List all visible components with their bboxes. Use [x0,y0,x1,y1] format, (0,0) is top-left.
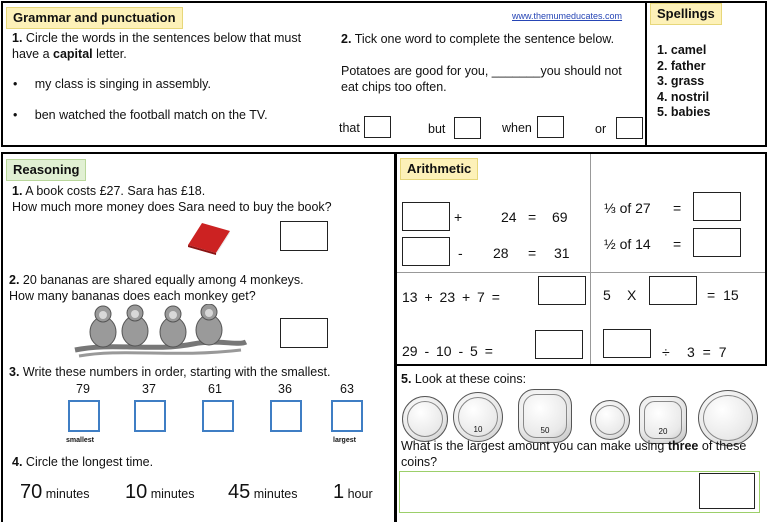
eq6-answer-box[interactable] [649,276,697,305]
coins-question-title [401,372,526,386]
eq2-op: - [458,245,463,261]
bullet-2[interactable]: • ben watched the football match on the TV. [13,108,268,122]
reasoning-q1 [12,183,392,215]
reasoning-title: Reasoning [6,159,86,181]
eq7-answer-box[interactable] [535,330,583,359]
eq3-answer-box[interactable] [693,192,741,221]
arithmetic-panel [395,152,767,366]
coins-question-a: What is the largest amount you can make using [401,439,668,453]
time-option-3[interactable] [228,481,298,504]
order-number-79: 79 [76,382,90,396]
grammar-q2 [341,32,614,46]
r-q1-number: 1. [12,184,23,198]
arithmetic-title: Arithmetic [400,158,478,180]
option-or-tickbox[interactable] [616,117,643,139]
r-q4-text: Circle the longest time. [25,455,154,469]
time-4-value: 1 [333,481,345,503]
book-image [186,219,232,255]
grammar-q1 [12,30,322,62]
reasoning-panel [1,152,396,522]
eq8-b: 3 = 7 [687,344,727,360]
order-number-36: 36 [278,382,292,396]
eq8-answer-box[interactable] [603,329,651,358]
coins-q-number: 5. [401,372,412,386]
bullet-2-text[interactable]: ben watched the football match on the TV. [34,108,268,122]
order-box-1[interactable] [68,400,100,432]
eq3-eq: = [673,200,682,216]
q2-text: Tick one word to complete the sentence below. [354,32,615,46]
monkeys-image [73,304,248,362]
time-1-value: 70 [20,481,43,503]
time-2-unit: minutes [150,487,195,501]
r-q2-number: 2. [9,273,20,287]
order-number-37: 37 [142,382,156,396]
coin-4[interactable] [590,400,630,440]
time-4-unit: hour [347,487,373,501]
option-but-label: but [428,122,446,136]
eq4-lhs: ½ of 14 [604,236,651,252]
coins-question-b: of these coins? [401,439,747,469]
smallest-label: smallest [66,437,95,444]
q2-number: 2. [341,32,352,46]
option-that-tickbox[interactable] [364,116,391,138]
r-q2-answer-box[interactable] [280,318,328,348]
eq2-answer-box[interactable] [402,237,450,266]
coin-3[interactable] [518,389,572,443]
order-box-2[interactable] [134,400,166,432]
option-that-label: that [339,121,360,135]
q1-number: 1. [12,31,23,45]
coin-2-label: 10 [473,425,483,434]
largest-label: largest [333,437,356,444]
grammar-title: Grammar and punctuation [6,7,183,29]
r-q4-number: 4. [12,455,23,469]
option-when-tickbox[interactable] [537,116,564,138]
eq2-res: 31 [554,245,570,261]
eq1-a: 24 [501,209,517,225]
coin-5[interactable] [639,396,687,444]
r-q1-line2: How much more money does Sara need to buy the book? [12,200,332,214]
q1-text-bold: capital [53,47,93,61]
arithmetic-vdivider [590,154,591,364]
eq5-lhs: 13 + 23 + 7 = [402,289,500,305]
eq6-op: X [627,287,637,303]
spelling-word-2: 2. father [657,58,706,73]
bullet-1-text[interactable]: my class is singing in assembly. [34,77,211,91]
reasoning-q4 [12,455,153,469]
grammar-panel [1,1,647,147]
time-option-2[interactable] [125,481,195,504]
spellings-list [657,43,711,121]
eq7-lhs: 29 - 10 - 5 = [402,343,493,359]
time-option-1[interactable] [20,481,90,504]
eq5-answer-box[interactable] [538,276,586,305]
r-q1-line1: A book costs £27. Sara has £18. [25,184,206,198]
eq1-res: 69 [552,209,568,225]
eq8-op: ÷ [662,344,670,360]
reasoning-q3 [9,365,330,379]
coins-section [395,366,768,522]
spellings-title: Spellings [650,3,722,25]
eq4-eq: = [673,236,682,252]
order-number-61: 61 [208,382,222,396]
spelling-word-3: 3. grass [657,74,705,88]
coins-q-title: Look at these coins: [414,372,527,386]
eq1-eq: = [528,209,537,225]
q1-text-b: letter. [92,47,127,61]
spelling-word-5: 5. babies [657,105,711,119]
option-but-tickbox[interactable] [454,117,481,139]
time-2-value: 10 [125,481,148,503]
spellings-panel [645,1,767,147]
eq6-eq: = 15 [707,287,739,303]
coin-1[interactable] [402,396,448,442]
r-q1-answer-box[interactable] [280,221,328,251]
time-1-unit: minutes [45,487,90,501]
coin-3-label: 50 [540,426,550,435]
option-or-label: or [595,122,607,136]
eq2-a: 28 [493,245,509,261]
spelling-word-4: 4. nostril [657,89,710,104]
spelling-word-1: 1. camel [657,43,707,57]
eq4-answer-box[interactable] [693,228,741,257]
website-link[interactable]: www.themumeducates.com [512,11,623,21]
eq2-eq: = [528,245,537,261]
r-q3-text: Write these numbers in order, starting with the smallest. [22,365,331,379]
coin-5-label: 20 [658,427,668,436]
eq3-lhs: ⅓ of 27 [604,200,651,216]
time-3-value: 45 [228,481,251,503]
coins-question [401,438,767,470]
coins-question-bold: three [667,439,699,453]
eq6-a: 5 [603,287,611,303]
option-when-label: when [502,121,532,135]
order-number-63: 63 [340,382,354,396]
coin-2[interactable] [453,392,503,442]
coins-answer-box[interactable] [699,473,755,509]
time-option-4[interactable] [333,481,373,504]
r-q2-line2: How many bananas does each monkey get? [9,289,256,303]
r-q2-line1: 20 bananas are shared equally among 4 monkeys. [22,273,304,287]
time-3-unit: minutes [253,487,298,501]
reasoning-q2 [9,272,389,304]
eq1-op: + [454,209,463,225]
arithmetic-hdivider [397,272,765,273]
order-box-5[interactable] [331,400,363,432]
order-box-3[interactable] [202,400,234,432]
eq1-answer-box[interactable] [402,202,450,231]
q1-text-a: Circle the words in the sentences below that must have a [12,31,302,61]
q2-sentence: Potatoes are good for you, _______you should not eat chips too often. [341,64,622,94]
order-box-4[interactable] [270,400,302,432]
r-q3-number: 3. [9,365,20,379]
bullet-1[interactable]: • my class is singing in assembly. [13,77,211,91]
